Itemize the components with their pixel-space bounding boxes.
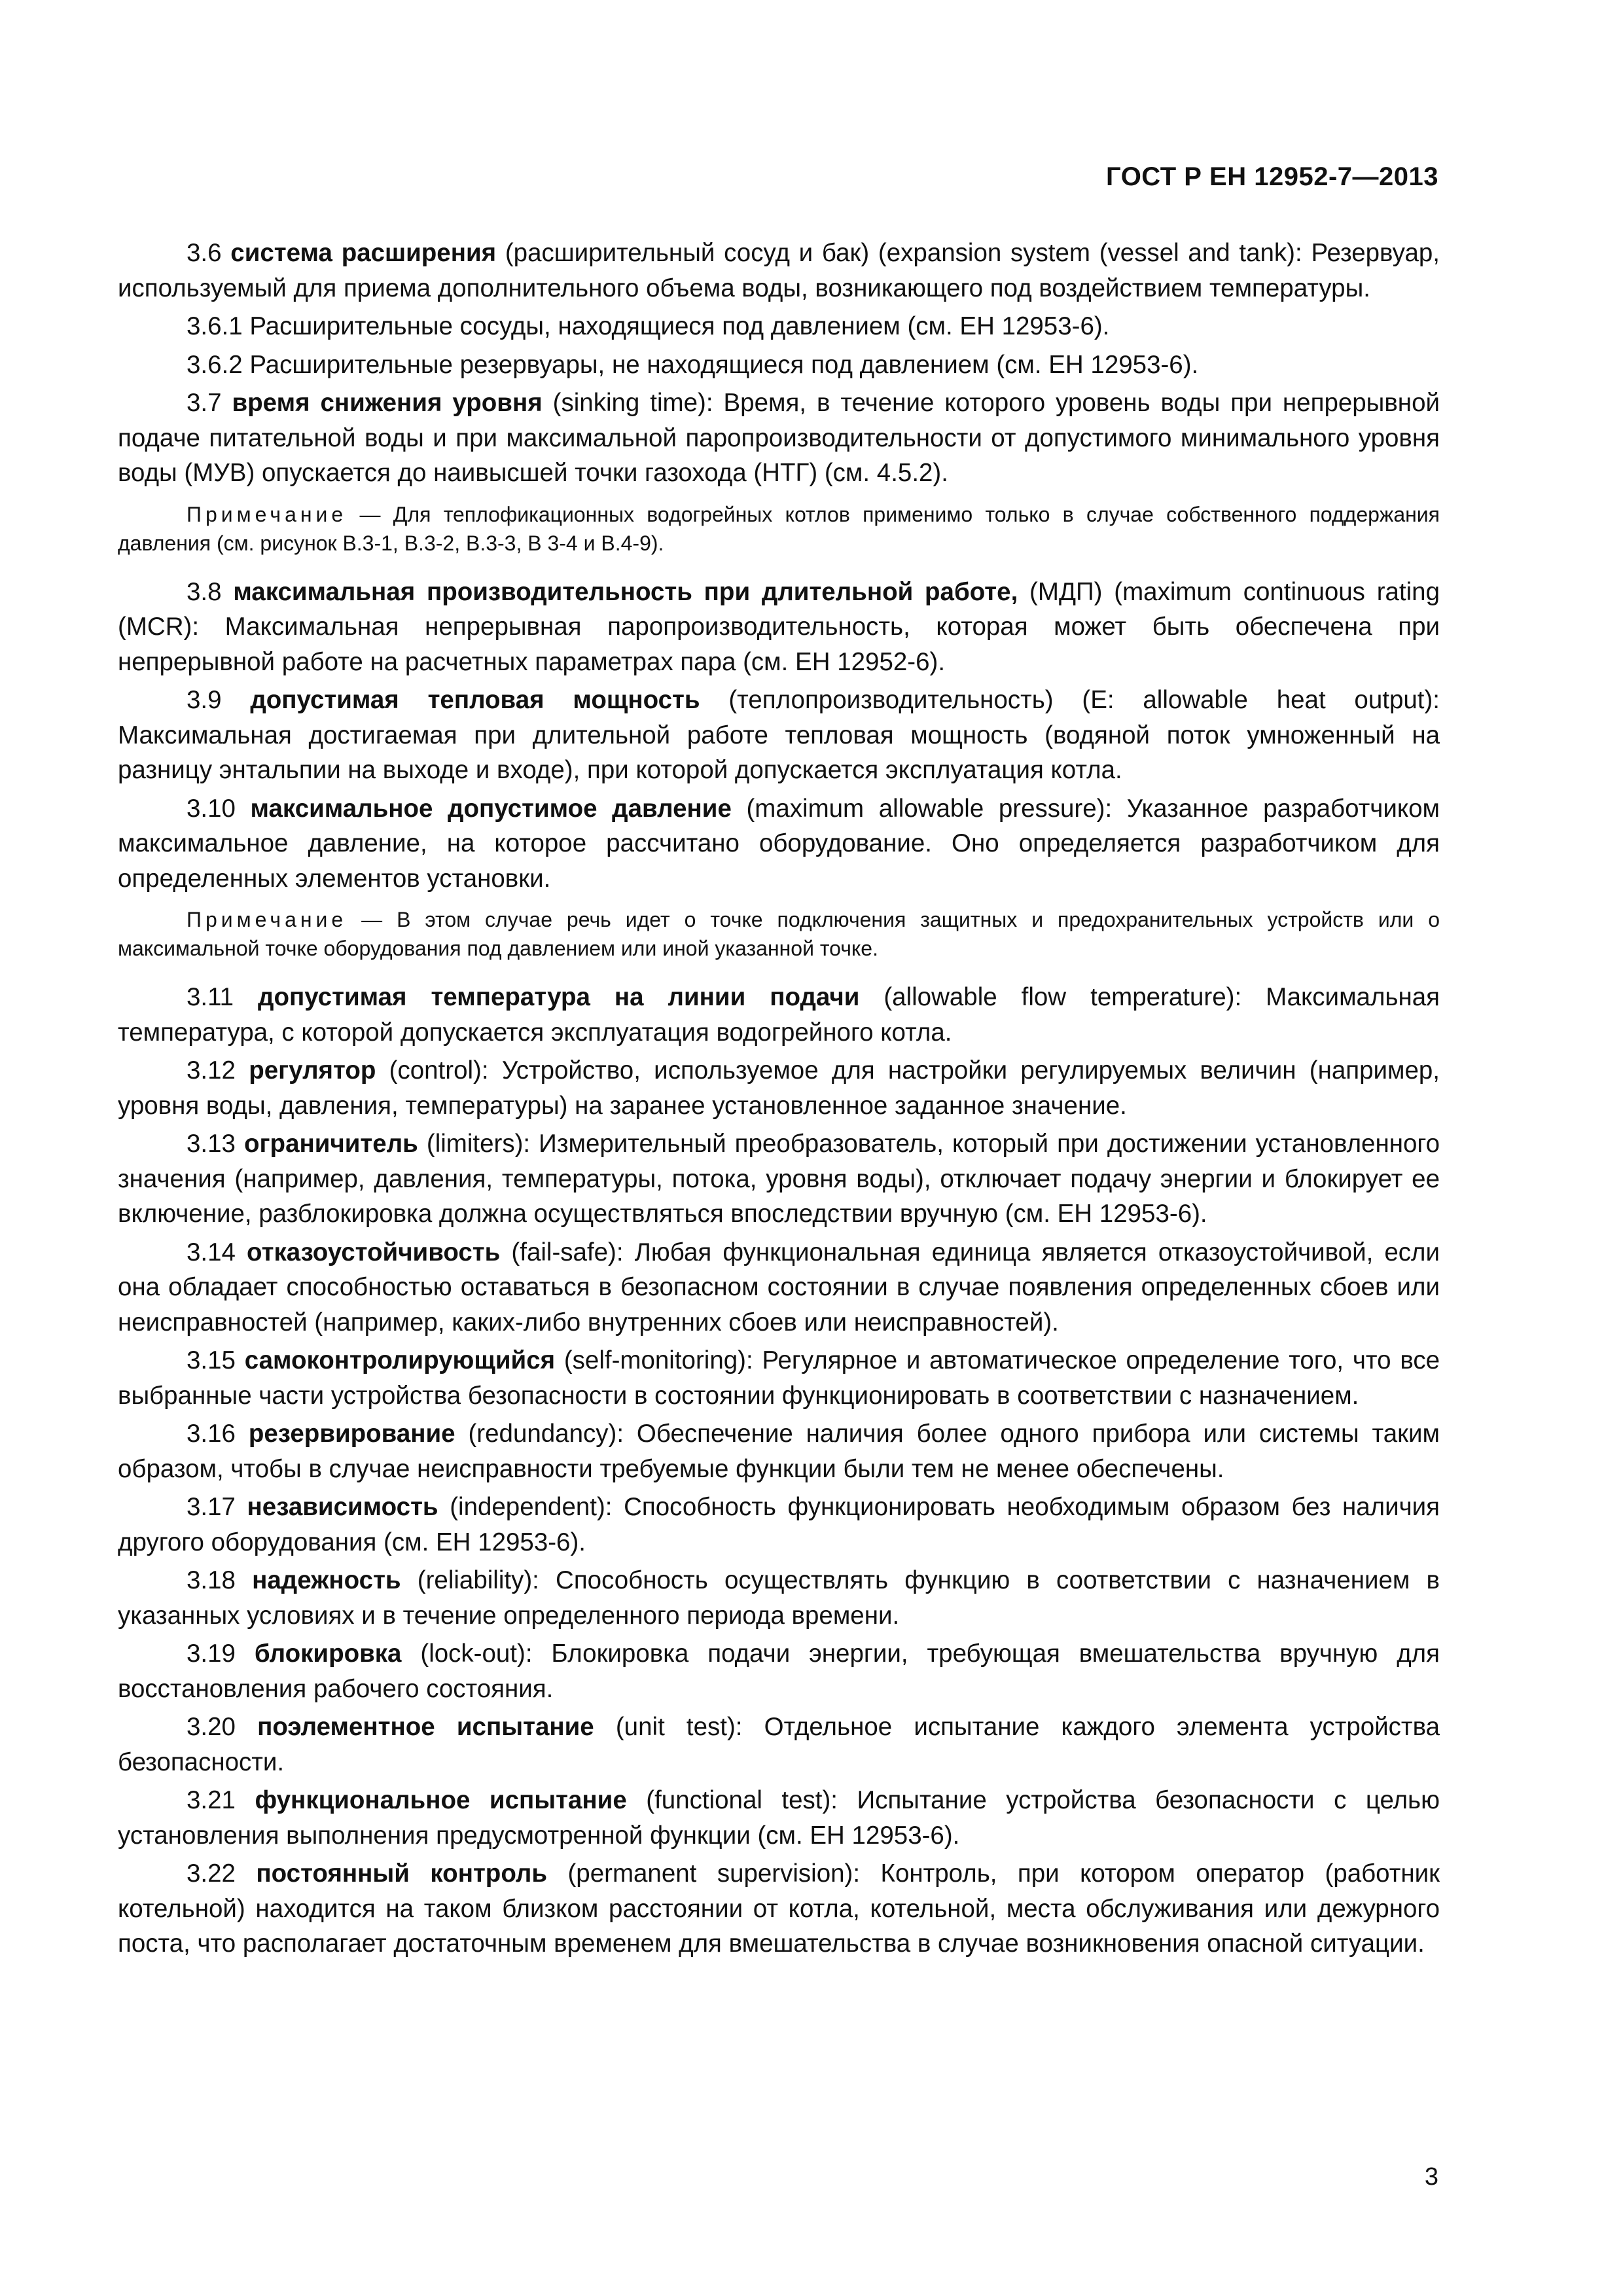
- entry-number: 3.16: [187, 1420, 236, 1448]
- entry-number: 3.14: [187, 1238, 236, 1266]
- entry-3-11: [118, 980, 1440, 1050]
- entry-text: (self-monitoring): Регулярное и автоматическое определение того, что все выбранные части устройства безопасности в состоянии функционировать в соответствии с назначением.: [118, 1346, 1440, 1410]
- entry-text: (fail-safe): Любая функциональная единица является отказоустойчивой, если она обладает способностью оставаться в безопасном состоянии в случае появления определенных сбоев или неисправностей (например, каких-либо внутренних сбоев или неисправностей).: [118, 1238, 1440, 1336]
- note-label: Примечание: [187, 908, 348, 931]
- entry-term: постоянный контроль: [256, 1859, 548, 1888]
- note-2: [118, 905, 1440, 963]
- entry-term: ограничитель: [244, 1130, 418, 1158]
- entry-3-13: [118, 1126, 1440, 1232]
- entry-number: 3.13: [187, 1130, 236, 1158]
- entry-text: (functional test): Испытание устройства безопасности с целью установления выполнения предусмотренной функции (см. ЕН 12953-6).: [118, 1786, 1440, 1850]
- entry-number: 3.6: [187, 239, 222, 267]
- document-body: [118, 236, 1440, 1965]
- entry-3-6-1: [118, 309, 1440, 344]
- entry-3-10: [118, 791, 1440, 897]
- entry-number: 3.11: [187, 983, 234, 1011]
- entry-term: максимальное допустимое давление: [250, 794, 732, 823]
- entry-number: 3.21: [187, 1786, 236, 1814]
- entry-text: (independent): Способность функционировать необходимым образом без наличия другого оборудования (см. ЕН 12953-6).: [118, 1493, 1440, 1556]
- document-header: ГОСТ Р ЕН 12952-7—2013: [1106, 162, 1438, 191]
- entry-number: 3.17: [187, 1493, 236, 1521]
- entry-term: максимальная производительность при длительной работе,: [233, 577, 1018, 606]
- entry-term: резервирование: [248, 1420, 455, 1448]
- entry-3-9: [118, 683, 1440, 788]
- entry-number: 3.15: [187, 1346, 236, 1374]
- entry-text: (limiters): Измерительный преобразователь, который при достижении установленного значения (например, давления, температуры, потока, уровня воды), отключает подачу энергии и блокирует ее включение, разблокировка должна осуществляться впоследствии вручную (см. ЕН 12953-6).: [118, 1130, 1440, 1228]
- entry-term: допустимая тепловая мощность: [250, 686, 700, 714]
- entry-3-6: [118, 236, 1440, 306]
- entry-number: 3.22: [187, 1859, 236, 1888]
- entry-3-19: [118, 1636, 1440, 1706]
- entry-number: 3.10: [187, 794, 236, 823]
- entry-3-6-2: [118, 348, 1440, 383]
- note-1: [118, 500, 1440, 558]
- entry-number: 3.7: [187, 389, 222, 417]
- entry-number: 3.8: [187, 577, 222, 606]
- entry-text: (maximum allowable pressure): Указанное разработчиком максимальное давление, на которое рассчитано оборудование. Оно определяется разработчиком для определенных элементов установки.: [118, 794, 1440, 893]
- entry-term: отказоустойчивость: [247, 1238, 501, 1266]
- note-label: Примечание: [187, 502, 348, 526]
- entry-term: надежность: [252, 1566, 401, 1594]
- entry-term: система расширения: [230, 239, 497, 267]
- entry-3-21: [118, 1783, 1440, 1853]
- note-text: — Для теплофикационных водогрейных котлов применимо только в случае собственного поддержания давления (см. рисунок В.3-1, В.3-2, В.3-3, В 3-4 и В.4-9).: [118, 502, 1440, 555]
- entry-text: (allowable flow temperature): Максимальная температура, с которой допускается эксплуатация водогрейного котла.: [118, 983, 1440, 1047]
- entry-3-22: [118, 1856, 1440, 1962]
- entry-text: Расширительные сосуды, находящиеся под давлением (см. ЕН 12953-6).: [242, 312, 1110, 340]
- entry-3-20: [118, 1710, 1440, 1780]
- entry-text: (расширительный сосуд и бак) (expansion system (vessel and tank): Резервуар, используемый для приема дополнительного объема воды, возникающего под воздействием температуры.: [118, 239, 1440, 302]
- entry-term: блокировка: [254, 1640, 402, 1668]
- entry-text: (unit test): Отдельное испытание каждого элемента устройства безопасности.: [118, 1713, 1440, 1776]
- entry-3-17: [118, 1490, 1440, 1560]
- entry-3-14: [118, 1235, 1440, 1340]
- entry-number: 3.18: [187, 1566, 236, 1594]
- entry-text: (МДП) (maximum continuous rating (MCR): Максимальная непрерывная паропроизводительность, которая может быть обеспечена при непрерывной работе на расчетных параметрах пара (см. ЕН 12952-6).: [118, 577, 1440, 676]
- entry-number: 3.9: [187, 686, 222, 714]
- entry-number: 3.6.2: [187, 350, 243, 379]
- entry-number: 3.19: [187, 1640, 236, 1668]
- entry-text: (sinking time): Время, в течение которого уровень воды при непрерывной подаче питательной воды и при максимальной паропроизводительности от допустимого минимального уровня воды (МУВ) опускается до наивысшей точки газохода (НТГ) (см. 4.5.2).: [118, 389, 1440, 487]
- entry-text: (permanent supervision): Контроль, при котором оператор (работник котельной) находится на таком близком расстоянии от котла, котельной, места обслуживания или дежурного поста, что располагает достаточным временем для вмешательства в случае возникновения опасной ситуации.: [118, 1859, 1440, 1958]
- entry-number: 3.20: [187, 1713, 236, 1741]
- entry-term: поэлементное испытание: [257, 1713, 594, 1741]
- entry-term: независимость: [247, 1493, 438, 1521]
- entry-number: 3.6.1: [187, 312, 243, 340]
- page-number: 3: [1424, 2163, 1438, 2191]
- entry-text: (control): Устройство, используемое для настройки регулируемых величин (например, уровня воды, давления, температуры) на заранее установленное заданное значение.: [118, 1056, 1440, 1120]
- entry-3-7: [118, 386, 1440, 491]
- entry-3-12: [118, 1053, 1440, 1123]
- entry-term: допустимая температура на линии подачи: [258, 983, 860, 1011]
- entry-text: (теплопроизводительность) (E: allowable heat output): Максимальная достигаемая при длительной работе тепловая мощность (водяной поток умноженный на разницу энтальпии на выходе и входе), при которой допускается эксплуатация котла.: [118, 686, 1440, 784]
- entry-3-18: [118, 1563, 1440, 1633]
- entry-3-16: [118, 1416, 1440, 1486]
- entry-text: Расширительные резервуары, не находящиеся под давлением (см. ЕН 12953-6).: [242, 350, 1199, 379]
- entry-term: регулятор: [249, 1056, 376, 1085]
- entry-term: время снижения уровня: [232, 389, 543, 417]
- entry-term: функциональное испытание: [255, 1786, 627, 1814]
- entry-term: самоконтролирующийся: [244, 1346, 556, 1374]
- entry-text: (lock-out): Блокировка подачи энергии, требующая вмешательства вручную для восстановления рабочего состояния.: [118, 1640, 1440, 1703]
- entry-number: 3.12: [187, 1056, 236, 1085]
- entry-text: (reliability): Способность осуществлять функцию в соответствии с назначением в указанных условиях и в течение определенного периода времени.: [118, 1566, 1440, 1630]
- note-text: — В этом случае речь идет о точке подключения защитных и предохранительных устройств или о максимальной точке оборудования под давлением или иной указанной точке.: [118, 908, 1440, 960]
- entry-text: (redundancy): Обеспечение наличия более одного прибора или системы таким образом, чтобы в случае неисправности требуемые функции были тем не менее обеспечены.: [118, 1420, 1440, 1483]
- entry-3-8: [118, 575, 1440, 680]
- entry-3-15: [118, 1343, 1440, 1413]
